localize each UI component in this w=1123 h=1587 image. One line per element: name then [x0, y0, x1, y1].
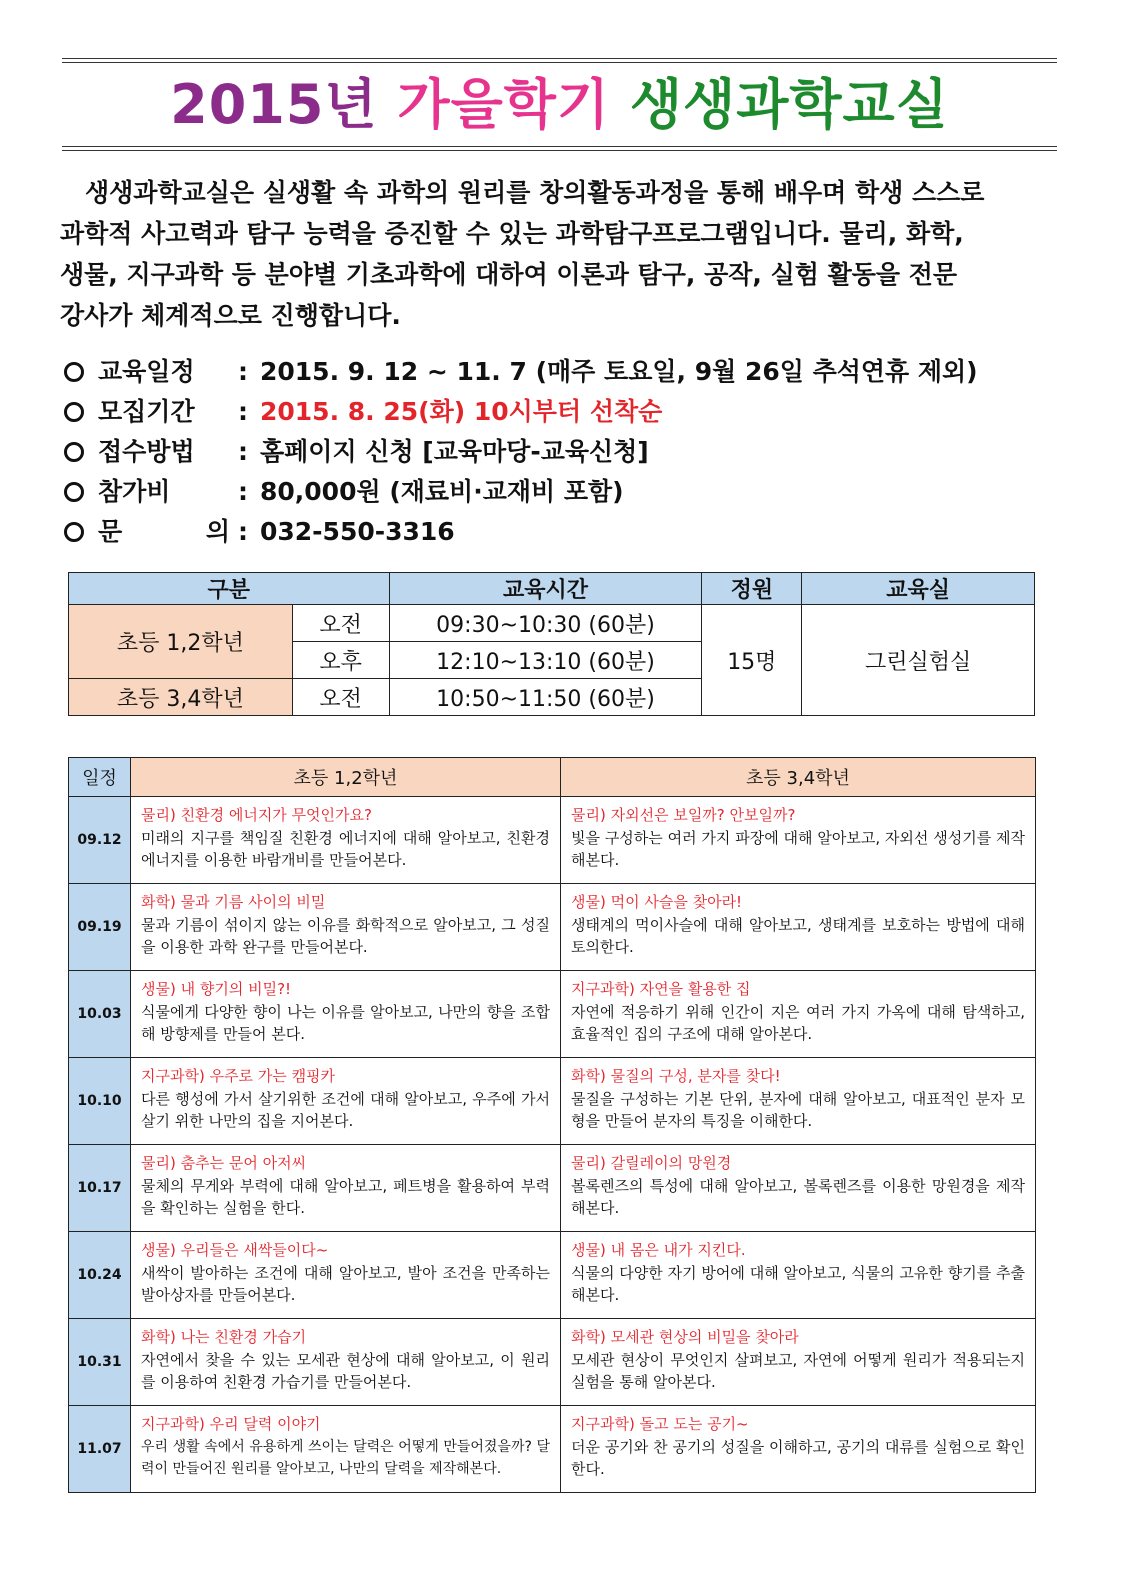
curriculum-header: 초등 3,4학년 — [561, 758, 1036, 797]
info-label: 참가비 — [98, 477, 171, 506]
curriculum-table — [68, 757, 1036, 1493]
summary-session-cell: 오전 — [292, 679, 389, 716]
info-separator: : — [238, 437, 248, 466]
lesson-description: 물체의 무게와 부력에 대해 알아보고, 페트병을 활용하여 부력을 확인하는 실험을 한다. — [141, 1176, 550, 1217]
info-label: 문 의 — [98, 517, 230, 546]
info-label: 모집기간 — [98, 397, 195, 426]
info-value: 80,000원 (재료비·교재비 포함) — [260, 477, 624, 506]
intro-line: 과학적 사고력과 탐구 능력을 증진할 수 있는 과학탐구프로그램입니다. 물리, 화학, — [60, 219, 964, 248]
session-date: 11.07 — [69, 1406, 131, 1493]
title-top-rule — [62, 58, 1057, 59]
lesson-description: 빛을 구성하는 여러 가지 파장에 대해 알아보고, 자외선 생성기를 제작해본다. — [571, 828, 1025, 869]
lesson-description: 다른 행성에 가서 살기위한 조건에 대해 알아보고, 우주에 가서 살기 위한 나만의 집을 지어본다. — [141, 1089, 550, 1130]
session-date: 09.19 — [69, 884, 131, 971]
info-separator: : — [238, 517, 248, 546]
lesson-title: 생물) 내 몸은 내가 지킨다. — [571, 1241, 746, 1259]
lesson-title: 물리) 자외선은 보일까? 안보일까? — [571, 806, 796, 824]
summary-header: 교육시간 — [389, 573, 702, 605]
lesson-cell — [131, 1232, 561, 1319]
info-value: 2015. 8. 25(화) 10시부터 선착순 — [260, 397, 663, 426]
table-row — [69, 1406, 1036, 1493]
lesson-cell — [561, 1232, 1036, 1319]
lesson-title: 화학) 모세관 현상의 비밀을 찾아라 — [571, 1328, 799, 1346]
info-separator: : — [238, 357, 248, 386]
lesson-cell — [561, 1058, 1036, 1145]
info-contact — [62, 512, 1062, 552]
title-top-rule-inner — [62, 62, 1057, 63]
session-date: 10.10 — [69, 1058, 131, 1145]
curriculum-header: 초등 1,2학년 — [131, 758, 561, 797]
circle-bullet-icon — [64, 522, 84, 542]
info-value: 2015. 9. 12 ~ 11. 7 (매주 토요일, 9월 26일 추석연휴 제외) — [260, 357, 978, 386]
session-date: 09.12 — [69, 797, 131, 884]
lesson-description: 우리 생활 속에서 유용하게 쓰이는 달력은 어떻게 만들어졌을까? 달력이 만들어진 원리를 알아보고, 나만의 달력을 제작해본다. — [141, 1438, 550, 1477]
info-fee — [62, 472, 1062, 512]
intro-line: 생생과학교실은 실생활 속 과학의 원리를 창의활동과정을 통해 배우며 학생 스스로 — [85, 178, 985, 207]
lesson-title: 지구과학) 우리 달력 이야기 — [141, 1415, 321, 1433]
lesson-title: 생물) 먹이 사슬을 찾아라! — [571, 893, 743, 911]
info-separator: : — [238, 477, 248, 506]
lesson-cell — [131, 884, 561, 971]
table-row — [69, 1145, 1036, 1232]
lesson-description: 식물의 다양한 자기 방어에 대해 알아보고, 식물의 고유한 향기를 추출해본다. — [571, 1263, 1025, 1304]
lesson-cell — [131, 1319, 561, 1406]
table-row — [69, 884, 1036, 971]
lesson-cell — [561, 1319, 1036, 1406]
lesson-cell — [131, 1406, 561, 1493]
intro-paragraph — [60, 172, 1058, 336]
session-date: 10.17 — [69, 1145, 131, 1232]
lesson-title: 화학) 물과 기름 사이의 비밀 — [141, 893, 326, 911]
table-row — [69, 971, 1036, 1058]
summary-header: 구분 — [69, 573, 390, 605]
lesson-description: 더운 공기와 찬 공기의 성질을 이해하고, 공기의 대류를 실험으로 확인한다. — [571, 1437, 1025, 1478]
lesson-description: 식물에게 다양한 향이 나는 이유를 알아보고, 나만의 향을 조합해 방향제를 만들어 본다. — [141, 1002, 550, 1043]
summary-group-cell: 초등 3,4학년 — [69, 679, 293, 716]
lesson-description: 새싹이 발아하는 조건에 대해 알아보고, 발아 조건을 만족하는 발아상자를 만들어본다. — [141, 1263, 550, 1304]
lesson-cell — [131, 1145, 561, 1232]
lesson-description: 자연에 적응하기 위해 인간이 지은 여러 가지 가옥에 대해 탐색하고, 효율적인 집의 구조에 대해 알아본다. — [571, 1002, 1025, 1043]
circle-bullet-icon — [64, 442, 84, 462]
info-separator: : — [238, 397, 248, 426]
lesson-title: 지구과학) 자연을 활용한 집 — [571, 980, 751, 998]
summary-session-cell: 오전 — [292, 605, 389, 642]
lesson-description: 물과 기름이 섞이지 않는 이유를 화학적으로 알아보고, 그 성질을 이용한 과학 완구를 만들어본다. — [141, 915, 550, 956]
lesson-title: 물리) 갈릴레이의 망원경 — [571, 1154, 732, 1172]
lesson-cell — [131, 797, 561, 884]
lesson-cell — [131, 971, 561, 1058]
summary-time-cell: 10:50~11:50 (60분) — [389, 679, 702, 716]
curriculum-header: 일정 — [69, 758, 131, 797]
table-row — [69, 1232, 1036, 1319]
info-apply — [62, 432, 1062, 472]
summary-time-cell: 09:30~10:30 (60분) — [389, 605, 702, 642]
page-title — [62, 70, 1057, 140]
lesson-cell — [561, 1145, 1036, 1232]
intro-line: 생물, 지구과학 등 분야별 기초과학에 대하여 이론과 탐구, 공작, 실험 활동을 전문 — [60, 260, 958, 289]
lesson-cell — [561, 797, 1036, 884]
lesson-cell — [131, 1058, 561, 1145]
lesson-title: 지구과학) 돌고 도는 공기~ — [571, 1415, 749, 1433]
lesson-description: 자연에서 찾을 수 있는 모세관 현상에 대해 알아보고, 이 원리를 이용하여 친환경 가습기를 만들어본다. — [141, 1350, 550, 1391]
title-name: 생생과학교실 — [629, 73, 949, 136]
info-recruit — [62, 392, 1062, 432]
title-bottom-rule-inner — [62, 150, 1057, 151]
summary-session-cell: 오후 — [292, 642, 389, 679]
info-schedule — [62, 352, 1062, 392]
lesson-title: 화학) 나는 친환경 가습기 — [141, 1328, 307, 1346]
lesson-cell — [561, 971, 1036, 1058]
title-season: 가을학기 — [397, 73, 611, 136]
info-label: 교육일정 — [98, 357, 195, 386]
title-bottom-rule — [62, 146, 1057, 147]
circle-bullet-icon — [64, 482, 84, 502]
lesson-title: 물리) 춤추는 문어 아저씨 — [141, 1154, 307, 1172]
title-year: 2015년 — [170, 73, 378, 136]
lesson-cell — [561, 884, 1036, 971]
lesson-title: 화학) 물질의 구성, 분자를 찾다! — [571, 1067, 781, 1085]
session-date: 10.03 — [69, 971, 131, 1058]
summary-header: 교육실 — [802, 573, 1035, 605]
info-list — [62, 352, 1062, 552]
lesson-title: 물리) 친환경 에너지가 무엇인가요? — [141, 806, 372, 824]
table-row — [69, 1058, 1036, 1145]
lesson-title: 지구과학) 우주로 가는 캠핑카 — [141, 1067, 336, 1085]
lesson-description: 볼록렌즈의 특성에 대해 알아보고, 볼록렌즈를 이용한 망원경을 제작해본다. — [571, 1176, 1025, 1217]
info-value: 032-550-3316 — [260, 517, 455, 546]
summary-time-cell: 12:10~13:10 (60분) — [389, 642, 702, 679]
summary-room-cell: 그린실험실 — [802, 605, 1035, 716]
lesson-description: 모세관 현상이 무엇인지 살펴보고, 자연에 어떻게 원리가 적용되는지 실험을 통해 알아본다. — [571, 1350, 1025, 1391]
info-value: 홈페이지 신청 [교육마당-교육신청] — [260, 437, 649, 466]
summary-table — [68, 572, 1035, 716]
session-date: 10.31 — [69, 1319, 131, 1406]
circle-bullet-icon — [64, 362, 84, 382]
lesson-description: 미래의 지구를 책임질 친환경 에너지에 대해 알아보고, 친환경 에너지를 이용한 바람개비를 만들어본다. — [141, 828, 550, 869]
lesson-title: 생물) 내 향기의 비밀?! — [141, 980, 292, 998]
lesson-cell — [561, 1406, 1036, 1493]
lesson-description: 물질을 구성하는 기본 단위, 분자에 대해 알아보고, 대표적인 분자 모형을 만들어 분자의 특징을 이해한다. — [571, 1089, 1025, 1130]
intro-line: 강사가 체계적으로 진행합니다. — [60, 301, 401, 330]
summary-capacity-cell: 15명 — [702, 605, 802, 716]
table-row — [69, 1319, 1036, 1406]
summary-group-cell: 초등 1,2학년 — [69, 605, 293, 679]
session-date: 10.24 — [69, 1232, 131, 1319]
lesson-description: 생태계의 먹이사슬에 대해 알아보고, 생태계를 보호하는 방법에 대해 토의한다. — [571, 915, 1025, 956]
table-row — [69, 797, 1036, 884]
info-label: 접수방법 — [98, 437, 195, 466]
lesson-title: 생물) 우리들은 새싹들이다~ — [141, 1241, 329, 1259]
summary-header: 정원 — [702, 573, 802, 605]
circle-bullet-icon — [64, 402, 84, 422]
